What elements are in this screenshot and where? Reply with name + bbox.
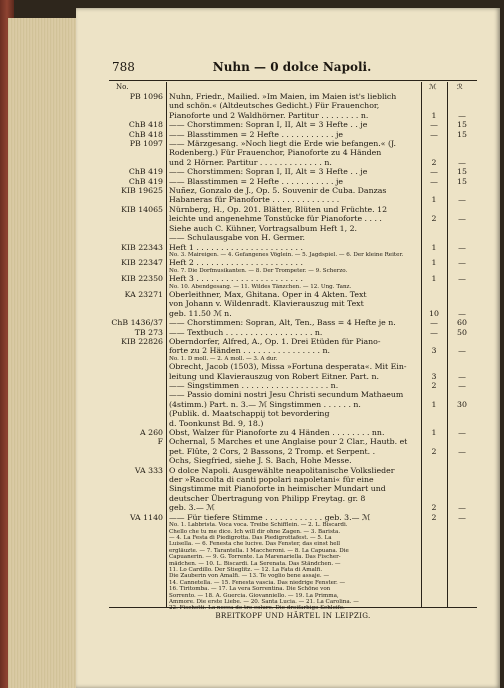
entry-line bbox=[109, 475, 477, 484]
entry-text: Oberndorfer, Alfred, A., Op. 1. Drei Etüden für Piano- bbox=[169, 336, 381, 346]
entry-text: —— Singstimmen . . . . . . . . . . . . . . . . . . n. bbox=[169, 381, 339, 390]
entry-line bbox=[109, 101, 477, 110]
entry-text: und schön.« (Altdeutsches Gedicht.) Für Frauenchor, bbox=[169, 101, 380, 111]
entry-line bbox=[109, 214, 477, 223]
entry-text: O dolce Napoli. Ausgewählte neapolitanische Volkslieder bbox=[169, 465, 395, 475]
price-pf: 15 bbox=[457, 129, 467, 139]
price-mark: — bbox=[430, 318, 438, 328]
entry-text: No. 10. Abendgesang. — 11. Wildes Tänzchen. — 12. Ung. Tanz. bbox=[169, 283, 352, 290]
price-mark: 2 bbox=[431, 503, 437, 513]
entry-text: forte zu 2 Händen . . . . . . . . . . . . . . . . n. bbox=[169, 346, 330, 356]
entry-signature: TB 273 bbox=[134, 327, 163, 337]
price-mark: 3 bbox=[431, 346, 437, 356]
entry-line bbox=[109, 290, 477, 299]
entry-text: Nuhn, Friedr., Mailied. »Im Maien, im Maien ist's lieblich bbox=[169, 92, 397, 101]
entry-line bbox=[109, 243, 477, 252]
entry-text: —— Chorstimmen: Sopran, Alt, Ten., Bass = 4 Hefte je n. bbox=[169, 318, 396, 328]
entry-line bbox=[109, 167, 477, 176]
entry-text: Luisella. — 6. Fenesta che lucive. Das Fenster, das einst hell bbox=[169, 541, 341, 548]
price-pf: — bbox=[458, 242, 466, 252]
price-pf: 60 bbox=[457, 318, 467, 328]
entry-line bbox=[109, 328, 477, 337]
entry-text: d. Toonkunst Bd. 9, 18.) bbox=[169, 418, 264, 428]
entry-text: Nürnberg, H., Op. 201. Blätter, Blüten und Früchte. 12 bbox=[169, 204, 388, 214]
entry-text: —— Textbuch . . . . . . . . . . . . . . . . . . n. bbox=[169, 327, 323, 337]
col-head-mark: ℳ bbox=[429, 83, 437, 91]
entry-line bbox=[109, 299, 477, 308]
entry-text: 22. Fischetti. La nocca de tre colure. Die dreifarbige Schleife. bbox=[169, 605, 345, 612]
entry-text: leitung und Klavierauszug von Robert Eitner. Part. n. bbox=[169, 371, 379, 381]
price-mark: — bbox=[430, 129, 438, 139]
entry-line bbox=[109, 494, 477, 503]
price-pf: 15 bbox=[457, 120, 467, 130]
entry-text: No. 1. D moll. — 2. A moll. — 3. A dur. bbox=[169, 355, 278, 362]
entry-signature: PB 1097 bbox=[129, 139, 163, 149]
price-mark: 10 bbox=[429, 308, 439, 318]
entry-line bbox=[109, 177, 477, 186]
entry-line bbox=[109, 409, 477, 418]
entry-line bbox=[109, 318, 477, 327]
entry-text: —— Blasstimmen = 2 Hefte . . . . . . . . . . . je bbox=[169, 129, 344, 139]
price-pf: — bbox=[458, 274, 466, 284]
entry-line bbox=[109, 111, 477, 120]
entry-text: — 4. La Festa di Piedigrotta. Das Piedigrottafest. — 5. La bbox=[169, 534, 332, 541]
entry-line bbox=[109, 233, 477, 242]
entry-text: 11. Lo Cardillo. Der Stieglitz. — 12. La Fata di Amalfi. bbox=[169, 566, 323, 573]
col-head-no: No. bbox=[116, 83, 129, 91]
entry-line bbox=[109, 419, 477, 428]
price-pf: — bbox=[458, 346, 466, 356]
entry-line bbox=[109, 400, 477, 409]
price-pf: — bbox=[458, 195, 466, 205]
entry-text: 14. Cannetella. — 15. Fenesta vascia. Das niedrige Fenster. — bbox=[169, 579, 346, 586]
entry-line bbox=[109, 381, 477, 390]
price-pf: — bbox=[458, 512, 466, 522]
entry-line bbox=[109, 148, 477, 157]
entry-signature: KIB 22826 bbox=[121, 336, 163, 346]
entry-line bbox=[109, 390, 477, 399]
entry-signature: KIB 22347 bbox=[121, 258, 163, 268]
publisher-footer: BREITKOPF UND HÄRTEL IN LEIPZIG. bbox=[215, 611, 371, 620]
entry-text: No. 1. Labbrista. Voca voca. Treibe Schifflein. — 2. L. Biscardi. bbox=[169, 522, 348, 529]
entry-text: —— Blasstimmen = 2 Hefte . . . . . . . . . . . je bbox=[169, 176, 344, 186]
entry-text: Capuanerin. — 9. G. Torrente. La Marenariella. Das Fischer- bbox=[169, 554, 341, 561]
entry-line bbox=[109, 139, 477, 148]
entry-signature: VA 333 bbox=[134, 465, 163, 475]
price-pf: — bbox=[458, 214, 466, 224]
entry-text: Obrecht, Jacob (1503), Missa »Fortuna desperata«. Mit Ein- bbox=[169, 362, 407, 372]
entry-text: Singstimme mit Pianoforte in heimischer Mundart und bbox=[169, 484, 386, 494]
entry-signature: KIB 22350 bbox=[121, 274, 163, 284]
entry-text: —— Für tiefere Stimme . . . . . . . . . . . . geb. 3.— ℳ bbox=[169, 512, 371, 522]
entry-signature: KIB 14065 bbox=[121, 204, 163, 214]
entry-text: und 2 Hörner. Partitur . . . . . . . . . . . . . n. bbox=[169, 157, 332, 167]
entry-text: pet. Flûte, 2 Cors, 2 Bassons, 2 Tromp. et Serpent. . bbox=[169, 446, 376, 456]
entry-text: von Johann v. Wildenradt. Klavierauszug mit Text bbox=[169, 299, 364, 309]
price-pf: — bbox=[458, 446, 466, 456]
price-pf: — bbox=[458, 258, 466, 268]
entry-text: —— Schulausgabe von H. Germer. bbox=[169, 233, 305, 243]
entry-text: —— Märzgesang. »Noch liegt die Erde wie befangen.« (J. bbox=[169, 139, 397, 149]
entry-text: —— Chorstimmen: Sopran I, II, Alt = 3 Hefte . . je bbox=[169, 120, 368, 130]
price-pf: 30 bbox=[457, 399, 467, 409]
entry-signature: A 260 bbox=[140, 428, 163, 438]
entry-text: der »Raccolta di canti popolari napoletani« für eine bbox=[169, 475, 374, 485]
entry-signature: KA 23271 bbox=[124, 289, 163, 299]
price-pf: — bbox=[458, 157, 466, 167]
entry-line bbox=[109, 274, 477, 283]
entry-signature: VA 1140 bbox=[129, 512, 163, 522]
price-mark: — bbox=[430, 327, 438, 337]
entry-text: No. 7. Die Dorfmusikanten. — 8. Der Trompeter. — 9. Scherzo. bbox=[169, 267, 348, 274]
price-mark: 1 bbox=[431, 242, 437, 252]
entry-text: Obst, Walzer für Pianoforte zu 4 Händen . . . . . . . . nn. bbox=[169, 428, 385, 438]
entry-line bbox=[109, 337, 477, 346]
entry-text: Die Zauberin von Amalfi. — 13. Te voglio bene assaje. — bbox=[169, 573, 330, 580]
entry-line bbox=[109, 258, 477, 267]
entry-text: leichte und angenehme Tonstücke für Pianoforte . . . . bbox=[169, 214, 382, 224]
entry-text: Ammore. Die erste Liebe. — 20. Santa Lucia. — 21. La Carolina. — bbox=[169, 598, 359, 605]
price-mark: 1 bbox=[431, 258, 437, 268]
entry-line bbox=[109, 309, 477, 318]
entry-text: mädchen. — 10. L. Biscardi. La Serenata. Das Ständchen. — bbox=[169, 560, 341, 567]
price-mark: 1 bbox=[431, 110, 437, 120]
entry-text: Heft 2 . . . . . . . . . . . . . . . . . . . . . . bbox=[169, 258, 303, 268]
page-number: 788 bbox=[112, 60, 135, 74]
entry-line bbox=[109, 447, 477, 456]
entry-text: (Publik. d. Maatschappij tot bevordering bbox=[169, 409, 330, 419]
entry-line bbox=[109, 120, 477, 129]
entry-text: geb. 11.50 ℳ n. bbox=[169, 308, 232, 318]
entry-line bbox=[109, 186, 477, 195]
entry-text: geb. 3.— ℳ bbox=[169, 503, 215, 513]
entry-text: Habaneras für Pianoforte . . . . . . . . . . . . . . bbox=[169, 195, 340, 205]
price-mark: 1 bbox=[431, 195, 437, 205]
col-head-pf: ℛ bbox=[457, 83, 463, 91]
price-mark: 2 bbox=[431, 381, 437, 390]
entry-line bbox=[109, 130, 477, 139]
entry-line bbox=[109, 503, 477, 512]
price-pf: — bbox=[458, 503, 466, 513]
entry-line bbox=[109, 428, 477, 437]
price-pf: — bbox=[458, 308, 466, 318]
entry-line bbox=[109, 224, 477, 233]
page-edges bbox=[8, 18, 78, 688]
entry-text: deutscher Übertragung von Philipp Freytag. gr. 8 bbox=[169, 493, 366, 503]
price-mark: — bbox=[430, 176, 438, 186]
entry-line bbox=[109, 195, 477, 204]
entry-line bbox=[109, 437, 477, 446]
entry-text: Rodenberg.) Für Frauenchor, Pianoforte zu 4 Händen bbox=[169, 148, 382, 158]
page-title: Nuhn — 0 dolce Napoli. bbox=[212, 60, 372, 74]
entry-line bbox=[109, 362, 477, 371]
entry-signature: ChB 419 bbox=[128, 176, 163, 186]
price-pf: 15 bbox=[457, 167, 467, 177]
catalog-page bbox=[76, 8, 500, 688]
entry-text: —— Passio domini nostri Jesu Christi secundum Mathaeum bbox=[169, 390, 404, 400]
entry-line bbox=[109, 513, 477, 522]
entry-text: Sorrento. — 18. A. Guercia. Giovanniello. — 19. La Primma, bbox=[169, 592, 339, 599]
price-pf: — bbox=[458, 371, 466, 381]
entry-text: Siehe auch C. Kühner, Vortragsalbum Heft 1, 2. bbox=[169, 223, 358, 233]
entry-signature: KIB 22343 bbox=[121, 242, 163, 252]
price-pf: — bbox=[458, 110, 466, 120]
price-mark: 2 bbox=[431, 214, 437, 224]
price-mark: 2 bbox=[431, 512, 437, 522]
entry-signature: ChB 1436/37 bbox=[111, 318, 163, 328]
entry-text: Oberleithner, Max, Ghitana. Oper in 4 Akten. Text bbox=[169, 289, 367, 299]
price-pf: 50 bbox=[457, 327, 467, 337]
entry-text: ergläuzte. — 7. Tarantella. I Maccheroni. — 8. La Capuana. Die bbox=[169, 547, 349, 554]
price-mark: 1 bbox=[431, 428, 437, 438]
entry-signature: ChB 418 bbox=[128, 120, 163, 130]
entry-text: Ochernal, 5 Marches et une Anglaise pour 2 Clar., Hautb. et bbox=[169, 437, 408, 447]
entry-text: Chello che tu me dice. Ich will dir ohne Zagen. — 3. Barista. bbox=[169, 528, 341, 535]
price-pf: 15 bbox=[457, 176, 467, 186]
entry-line bbox=[109, 158, 477, 167]
entry-text: —— Chorstimmen: Sopran I, II, Alt = 3 Hefte . . je bbox=[169, 167, 368, 177]
price-pf: — bbox=[458, 381, 466, 390]
entry-text: Pianoforte und 2 Waldhörner. Partitur . . . . . . . . n. bbox=[169, 110, 369, 120]
entry-line bbox=[109, 205, 477, 214]
entry-signature: PB 1096 bbox=[129, 92, 163, 101]
price-mark: 1 bbox=[431, 274, 437, 284]
entry-text: Heft 3 . . . . . . . . . . . . . . . . . . . . . . bbox=[169, 274, 303, 284]
entry-signature: KIB 19625 bbox=[121, 186, 163, 196]
page-header bbox=[112, 60, 472, 76]
entry-text: Heft 1 . . . . . . . . . . . . . . . . . . . . . . bbox=[169, 242, 303, 252]
price-mark: — bbox=[430, 120, 438, 130]
entry-signature: ChB 419 bbox=[128, 167, 163, 177]
price-mark: 3 bbox=[431, 371, 437, 381]
top-rule bbox=[109, 80, 477, 81]
entry-line bbox=[109, 92, 477, 101]
entry-list bbox=[109, 92, 477, 612]
entry-text: Nuñez, Gonzalo de J., Op. 5. Souvenir de Cuba. Danzas bbox=[169, 186, 387, 196]
entry-text: No. 3. Maireigen. — 4. Gefangenes Vöglein. — 5. Jagdspiel. — 6. Der kleine Reiter. bbox=[169, 251, 404, 258]
entry-text: (4stimm.) Part. n. 3.— ℳ Singstimmen . . . . . . n. bbox=[169, 399, 361, 409]
price-mark: — bbox=[430, 167, 438, 177]
entry-line bbox=[109, 484, 477, 493]
price-mark: 1 bbox=[431, 399, 437, 409]
entry-line bbox=[109, 346, 477, 355]
entry-signature: ChB 418 bbox=[128, 129, 163, 139]
entry-line bbox=[109, 466, 477, 475]
entry-text: 16. Tiritomba. — 17. La vera Sorrentina. Die Schöne von bbox=[169, 586, 331, 593]
price-mark: 2 bbox=[431, 157, 437, 167]
price-pf: — bbox=[458, 428, 466, 438]
entry-line bbox=[109, 456, 477, 465]
entry-line bbox=[109, 372, 477, 381]
entry-signature: F bbox=[157, 437, 163, 447]
price-mark: 2 bbox=[431, 446, 437, 456]
entry-text: Ochs, Siegfried, siehe J. S. Bach, Hohe Messe. bbox=[169, 456, 352, 466]
